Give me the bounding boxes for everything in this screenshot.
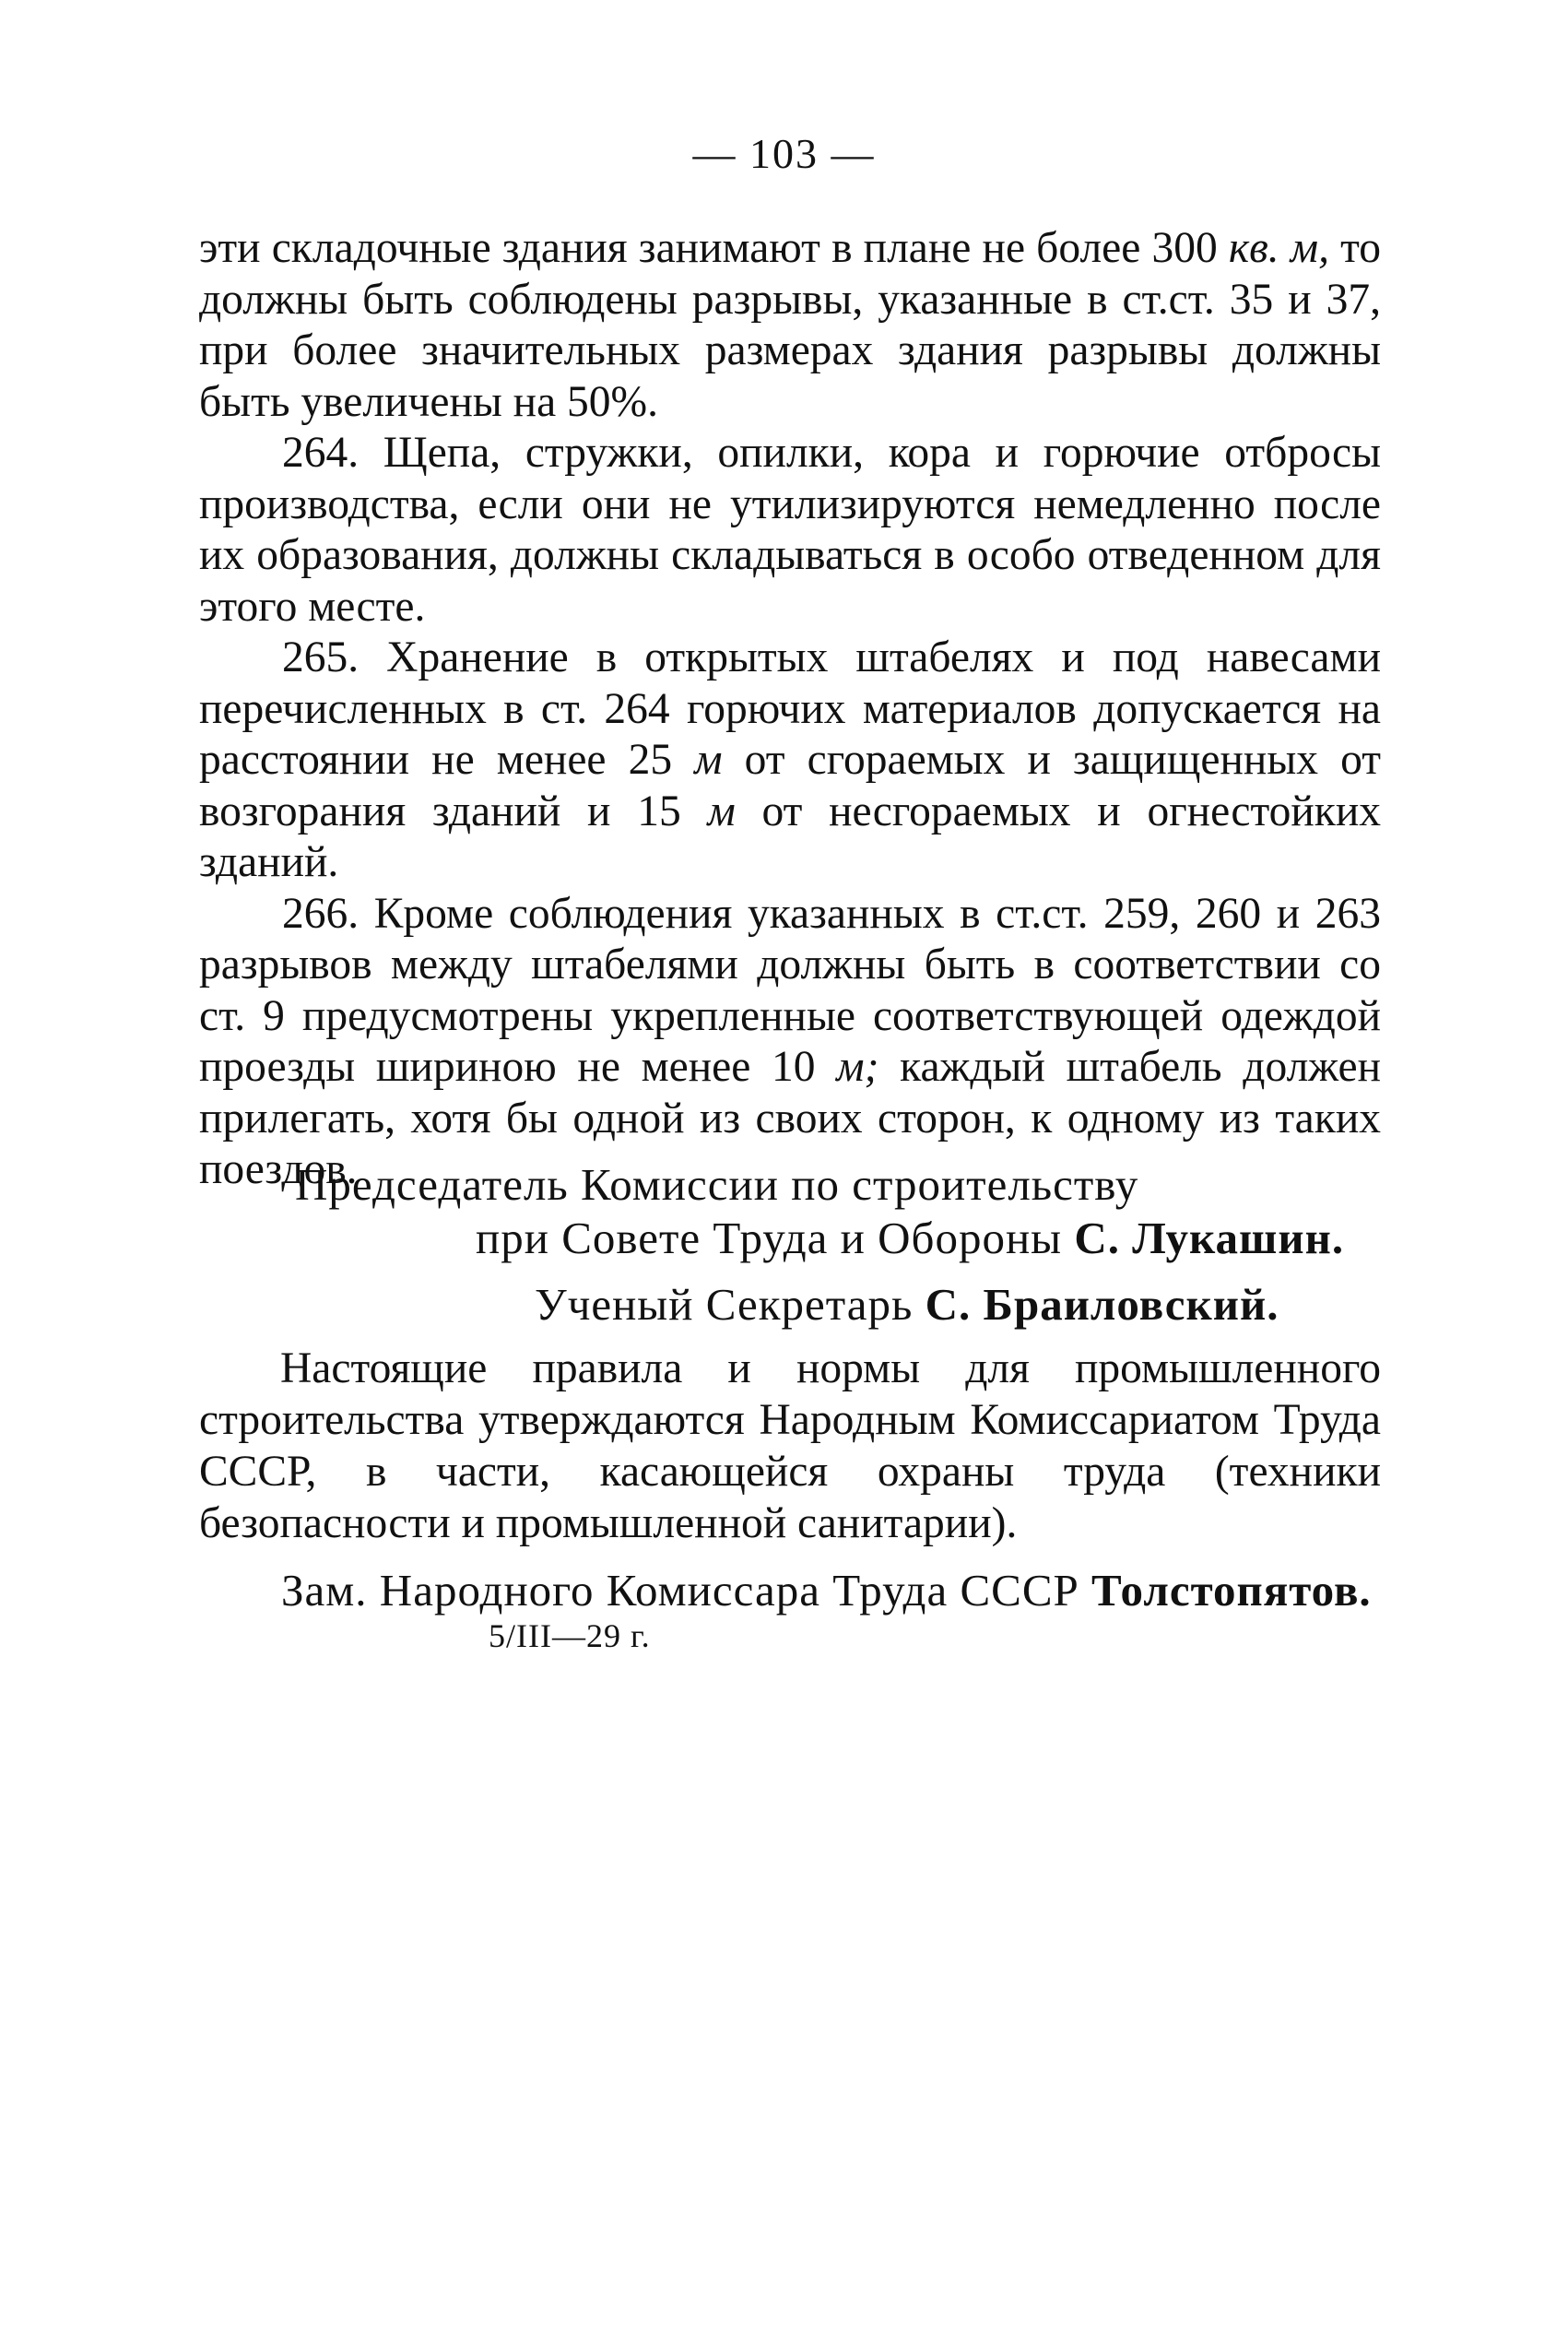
text-segment: от сгораемых и защищенных от возгорания зданий и 15 (199, 736, 1381, 835)
unit-italic: кв. м, (1228, 224, 1329, 272)
approval-note (199, 1343, 1381, 1549)
paragraph-266 (199, 889, 1381, 1196)
deputy-signature (281, 1564, 1480, 1617)
secretary-title: Ученый Секретарь (535, 1279, 925, 1330)
chairman-name: С. Лукашин. (1074, 1213, 1345, 1263)
unit-italic: м; (836, 1043, 879, 1091)
approval-text: Настоящие правила и нормы для промышленного строительства утверждаются Народным Комиссариатом Труда СССР, в части, касающейся охраны труда (техники безопасности и промышленной санитарии). (199, 1344, 1381, 1547)
deputy-name: Толстопятов. (1091, 1565, 1372, 1616)
paragraph-265 (199, 633, 1381, 889)
secretary-signature (535, 1278, 1420, 1332)
chairman-title-line1: Председатель Комиссии по строительству (295, 1159, 1139, 1210)
text-segment: каждый штабель должен прилегать, хотя бы одной из своих сторон, к одному из таких поездов. (199, 1043, 1381, 1193)
secretary-name: С. Браиловский. (925, 1279, 1279, 1330)
paragraph-264: 264. Щепа, стружки, опилки, кора и горючие отбросы производства, если они не утилизируются немедленно после их образования, должны складываться в особо отведенном для этого месте. (199, 429, 1381, 631)
unit-italic: м (707, 787, 736, 835)
chairman-title-text: при Совете Труда и Обороны (476, 1213, 1075, 1263)
paragraph-continuation (199, 223, 1381, 428)
text-segment: 266. Кроме соблюдения указанных в ст.ст. 259, 260 и 263 разрывов между штабелями должны быть в соответствии со ст. 9 предусмотрены укрепленные соответствующей одеждой проезды шириною не менее 10 (199, 889, 1381, 1091)
text-segment: то должны быть соблюдены разрывы, указанные в ст.ст. 35 и 37, при более значительных размерах здания разрывы должны быть увеличены на 50%. (199, 224, 1381, 426)
deputy-title: Зам. Народного Комиссара Труда СССР (281, 1565, 1092, 1616)
text-segment: от несгораемых и огнестойких зданий. (199, 787, 1381, 886)
page-number: — 103 — (692, 130, 876, 177)
chairman-title-line2 (295, 1212, 1401, 1265)
chairman-signature (295, 1158, 1401, 1265)
text-segment: 265. Хранение в открытых штабелях и под навесами перечисленных в ст. 264 горючих материалов допускается на расстоянии не менее 25 (199, 633, 1381, 784)
body-text (199, 223, 1381, 1196)
unit-italic: м (694, 736, 723, 784)
text-segment: эти складочные здания занимают в плане не более 300 (199, 224, 1229, 272)
signature-date: 5/III—29 г. (489, 1617, 651, 1654)
